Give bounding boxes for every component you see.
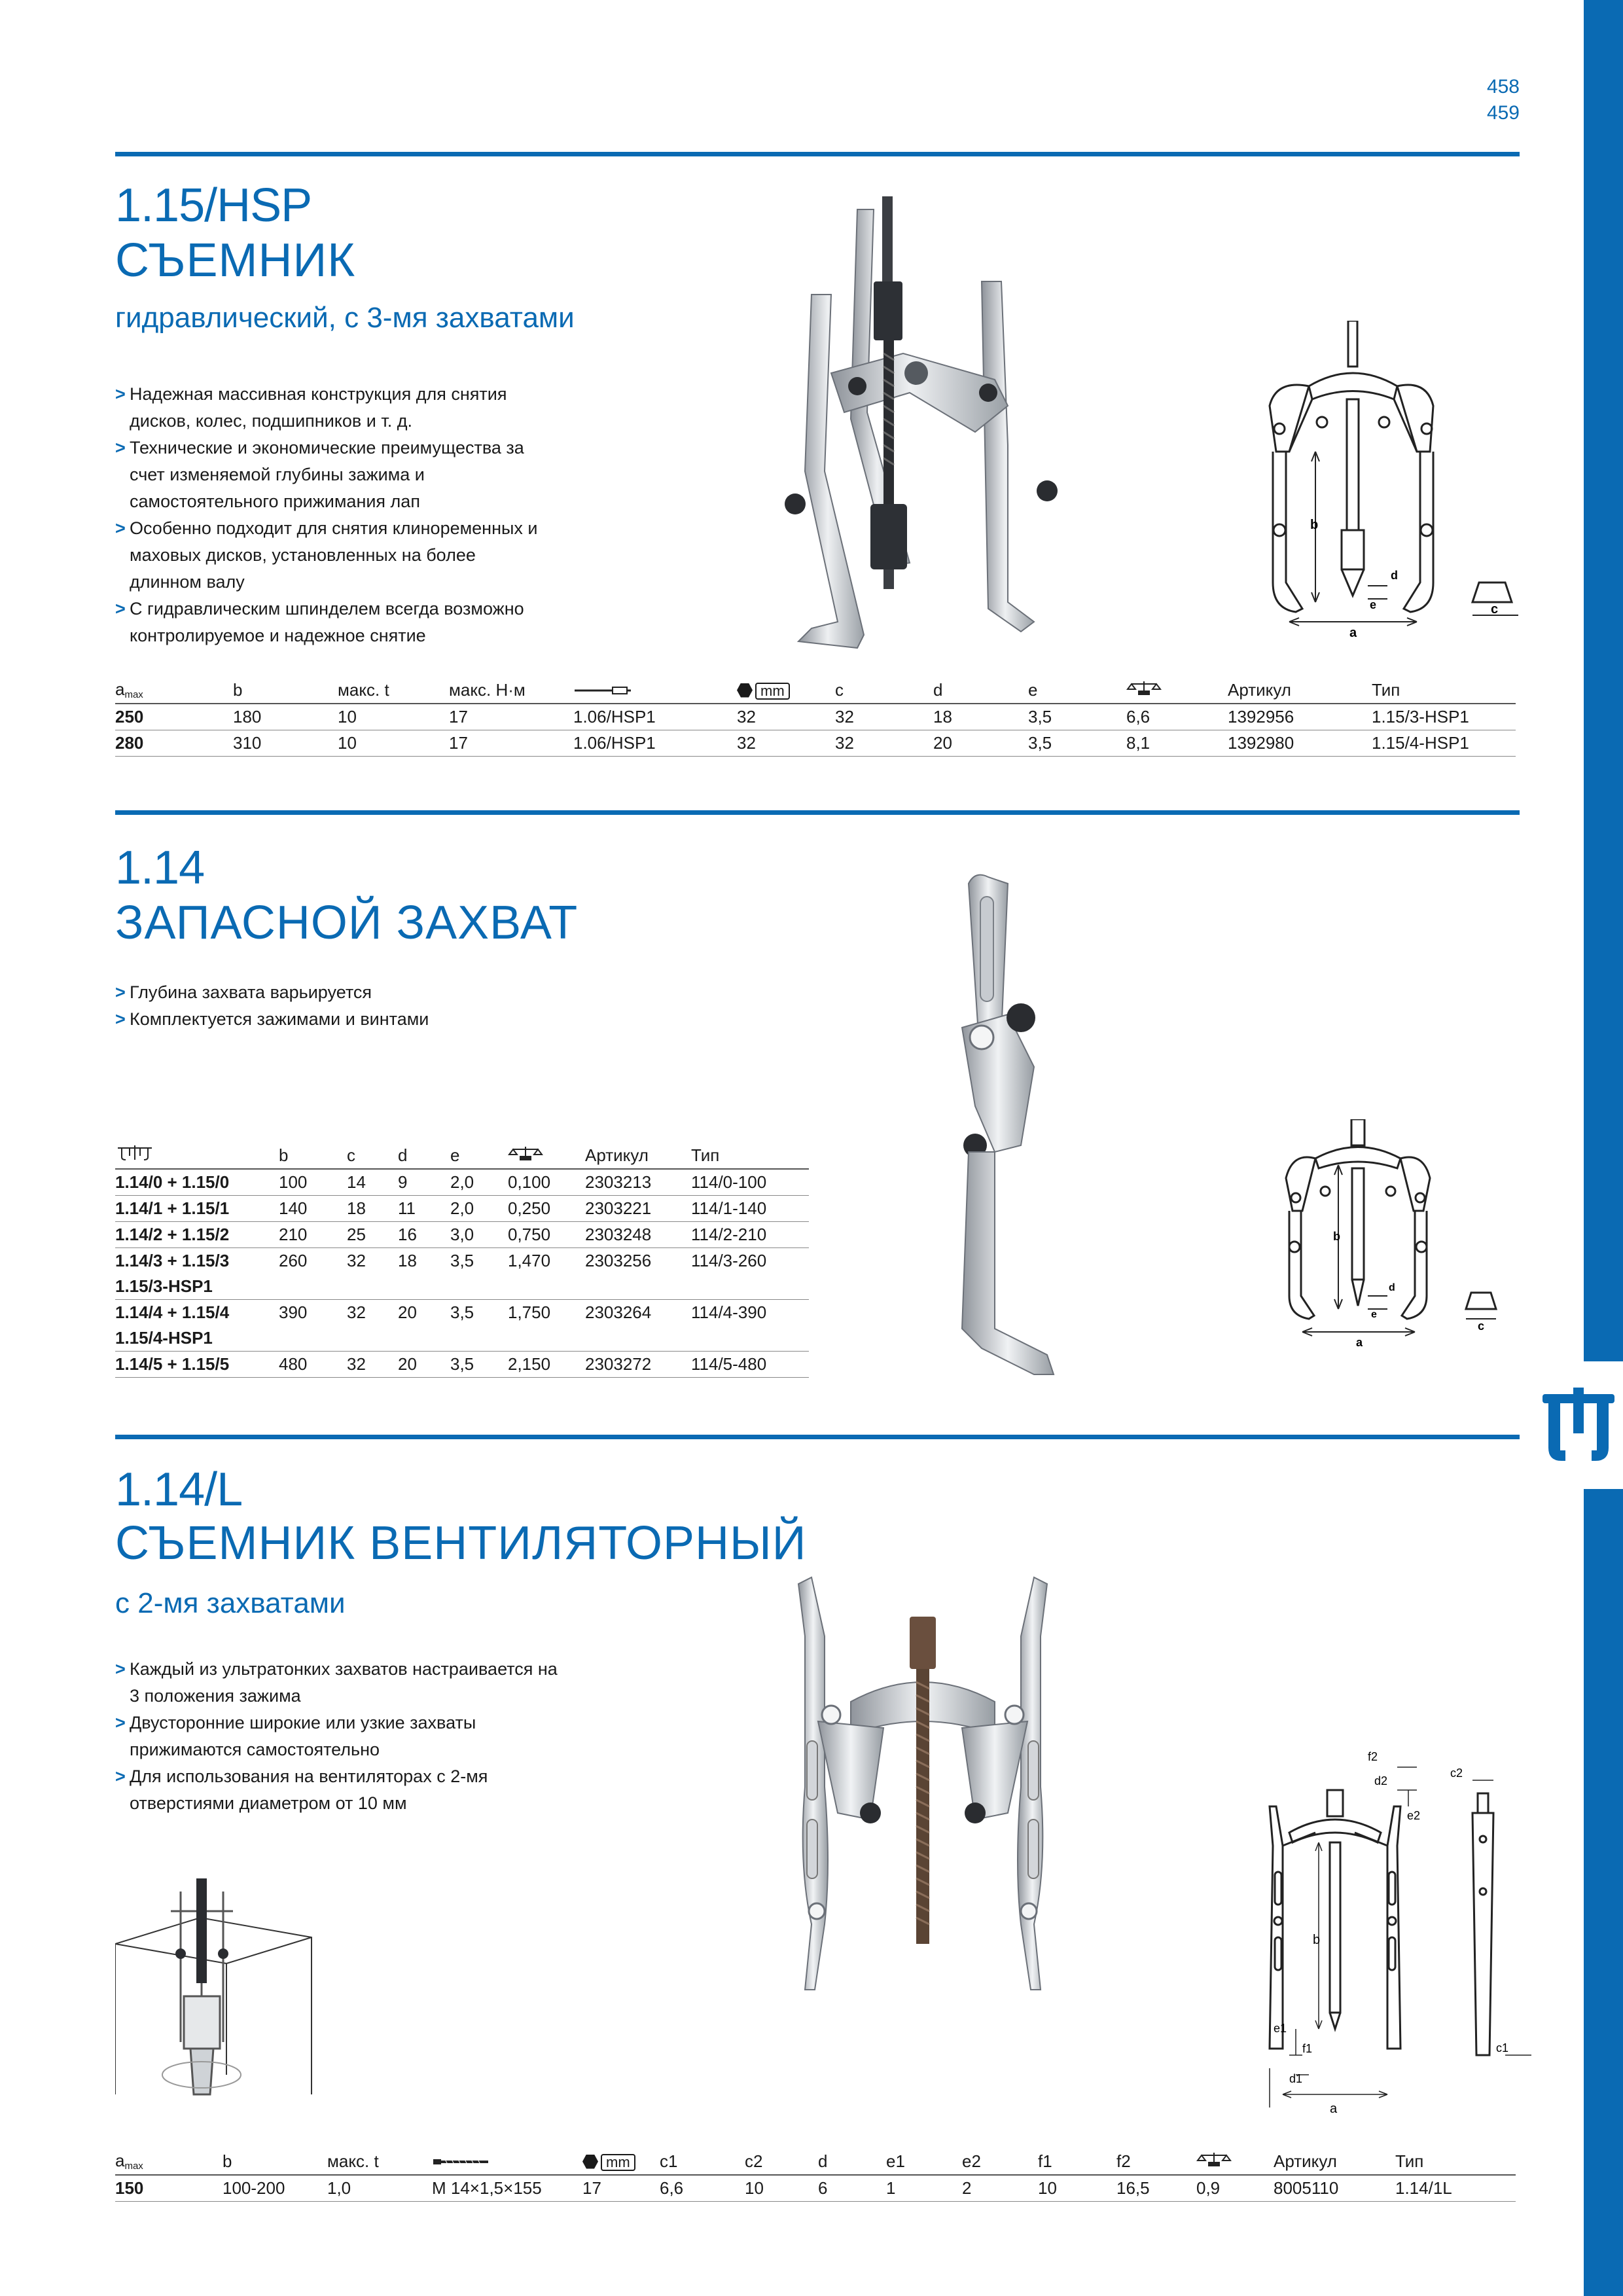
diagram3-label-a: a [1330,2102,1338,2116]
col-d: d [933,678,1028,704]
side-accent-bar-bottom [1584,1489,1623,2296]
col-b: b [279,1144,347,1169]
spare-jaw-diagram [1276,1119,1499,1355]
table-header-row [115,1144,809,1169]
table-header-row [115,678,1516,704]
diagram3-label-b: b [1313,1933,1321,1947]
section-divider-3 [115,1435,1520,1439]
section2-bullets [115,979,547,1033]
bullet-item: > Каждый из ультратонких захватов настраивается на 3 положения зажима [115,1656,560,1710]
diagram3-label-f1: f1 [1302,2042,1313,2055]
section3-code: 1.14/L [115,1463,243,1516]
col-f1: f1 [1038,2149,1116,2175]
diagram3-label-d2: d2 [1374,1774,1388,1787]
section1-spec-table [115,678,1516,757]
section1-subtitle: гидравлический, с 3-мя захватами [115,302,575,334]
col-max-torque: макс. Н·м [449,678,573,704]
page-number-right: 459 [1486,102,1520,124]
hex-nut-icon [582,2155,598,2169]
col-e: e [1028,678,1126,704]
col-c2: c2 [745,2149,818,2175]
table-row: 1.14/3 + 1.15/3 260 32 18 3,5 1,470 2303256 114/3-260 [115,1251,767,1270]
weight-icon [1126,678,1228,704]
weight-icon [508,1144,585,1169]
table-row: 1.15/4-HSP1 [115,1325,809,1352]
diagram1-label-b: b [1310,518,1319,532]
col-a-max: $a_{max}$ [115,678,233,704]
section2-code: 1.14 [115,842,205,894]
diagram3-label-c2: c2 [1450,1767,1463,1780]
diagram1-label-e: e [1370,598,1377,611]
diagram1-label-a: a [1349,626,1357,640]
side-accent-bar-top [1584,0,1623,1361]
col-d: d [398,1144,450,1169]
col-article: Артикул [585,1144,691,1169]
col-c: c [835,678,933,704]
col-c: c [347,1144,398,1169]
col-f2: f2 [1116,2149,1196,2175]
table-row: 280 310 10 17 1.06/HSP1 32 32 20 3,5 8,1 1392980 1.15/4-HSP1 [115,730,1516,757]
diagram1-label-d: d [1391,569,1398,582]
fan-puller-usage-illustration [115,1878,318,2121]
col-e2: e2 [962,2149,1038,2175]
bullet-item: > Глубина захвата варьируется [115,979,547,1006]
section1-title: СЪЕМНИК [115,234,356,287]
fan-puller-photo [785,1571,1060,2042]
col-wrench-size: mm [737,678,835,704]
diagram3-label-d1: d1 [1289,2072,1303,2085]
col-d: d [818,2149,886,2175]
bullet-item: > Надежная массивная конструкция для снятия дисков, колес, подшипников и т. д. [115,381,547,435]
bullet-item: > Комплектуется зажимами и винтами [115,1006,547,1033]
hex-nut-icon [737,683,753,698]
col-b: b [233,678,338,704]
diagram3-label-e1: e1 [1274,2022,1287,2035]
section-divider-2 [115,810,1520,815]
col-article: Артикул [1228,678,1372,704]
table-row: 1.14/0 + 1.15/0 100 14 9 2,0 0,100 2303213 114/0-100 [115,1169,809,1196]
puller-icon [115,1144,279,1169]
puller-logo-icon [1539,1388,1618,1466]
weight-icon [1196,2149,1274,2175]
table-row: 250 180 10 17 1.06/HSP1 32 32 18 3,5 6,6 1392956 1.15/3-HSP1 [115,704,1516,730]
table-row: 1.14/2 + 1.15/2 210 25 16 3,0 0,750 2303248 114/2-210 [115,1222,809,1248]
col-e: e [450,1144,508,1169]
table-header-row [115,2149,1516,2175]
diagram3-label-f2: f2 [1368,1750,1378,1763]
table-row: 1.15/3-HSP1 [115,1274,809,1300]
col-b: b [223,2149,327,2175]
col-type: Тип [1372,678,1516,704]
hydraulic-puller-photo [759,196,1099,655]
col-max-t: макс. t [338,678,449,704]
diagram1-label-c: c [1491,602,1499,617]
spindle-icon [573,678,737,704]
table-row: 150 100-200 1,0 M 14×1,5×155 17 6,6 10 6 1 2 10 16,5 0,9 8005110 1.14/1L [115,2175,1516,2202]
fan-puller-diagram [1257,1741,1544,2127]
section2-spec-table [115,1144,809,1378]
col-article: Артикул [1274,2149,1395,2175]
col-type: Тип [1395,2149,1516,2175]
section2-title: ЗАПАСНОЙ ЗАХВАТ [115,897,579,949]
section3-bullets [115,1656,560,1817]
section3-subtitle: с 2-мя захватами [115,1587,346,1619]
bullet-item: > Особенно подходит для снятия клиноременных и маховых дисков, установленных на более длинном валу [115,515,547,596]
section3-spec-table [115,2149,1516,2202]
bullet-item: > С гидравлическим шпинделем всегда возможно контролируемое и надежное снятие [115,596,547,649]
spare-jaw-photo [923,870,1106,1381]
table-row: 1.14/4 + 1.15/4 390 32 20 3,5 1,750 2303264 114/4-390 [115,1302,767,1322]
bolt-icon [432,2149,582,2175]
table-row: 1.14/5 + 1.15/5 480 32 20 3,5 2,150 2303272 114/5-480 [115,1352,809,1378]
section-divider-1 [115,152,1520,156]
bullet-item: > Для использования на вентиляторах с 2-мя отверстиями диаметром от 10 мм [115,1763,560,1817]
col-max-t: макс. t [327,2149,432,2175]
section3-title: СЪЕМНИК ВЕНТИЛЯТОРНЫЙ [115,1517,807,1570]
col-wrench-size: mm [582,2149,660,2175]
bullet-item: > Технические и экономические преимущества за счет изменяемой глубины зажима и самостоятельного прижимания лап [115,435,547,515]
col-type: Тип [691,1144,809,1169]
diagram2-label-d: d [1389,1282,1395,1293]
diagram2-label-e: e [1371,1309,1377,1320]
diagram3-label-e2: e2 [1407,1809,1421,1822]
diagram3-label-c1: c1 [1496,2041,1509,2054]
table-row: 1.14/1 + 1.15/1 140 18 11 2,0 0,250 2303221 114/1-140 [115,1196,809,1222]
section1-code: 1.15/HSP [115,179,312,232]
col-c1: c1 [660,2149,745,2175]
section1-bullets [115,381,547,649]
col-e1: e1 [886,2149,962,2175]
diagram2-label-a: a [1356,1336,1363,1349]
col-a-max: $a_{max}$ [115,2149,223,2175]
page-number-left: 458 [1486,76,1520,98]
hydraulic-puller-diagram [1250,321,1531,661]
diagram2-label-c: c [1478,1319,1485,1333]
bullet-item: > Двусторонние широкие или узкие захваты прижимаются самостоятельно [115,1710,560,1763]
diagram2-label-b: b [1333,1230,1340,1243]
